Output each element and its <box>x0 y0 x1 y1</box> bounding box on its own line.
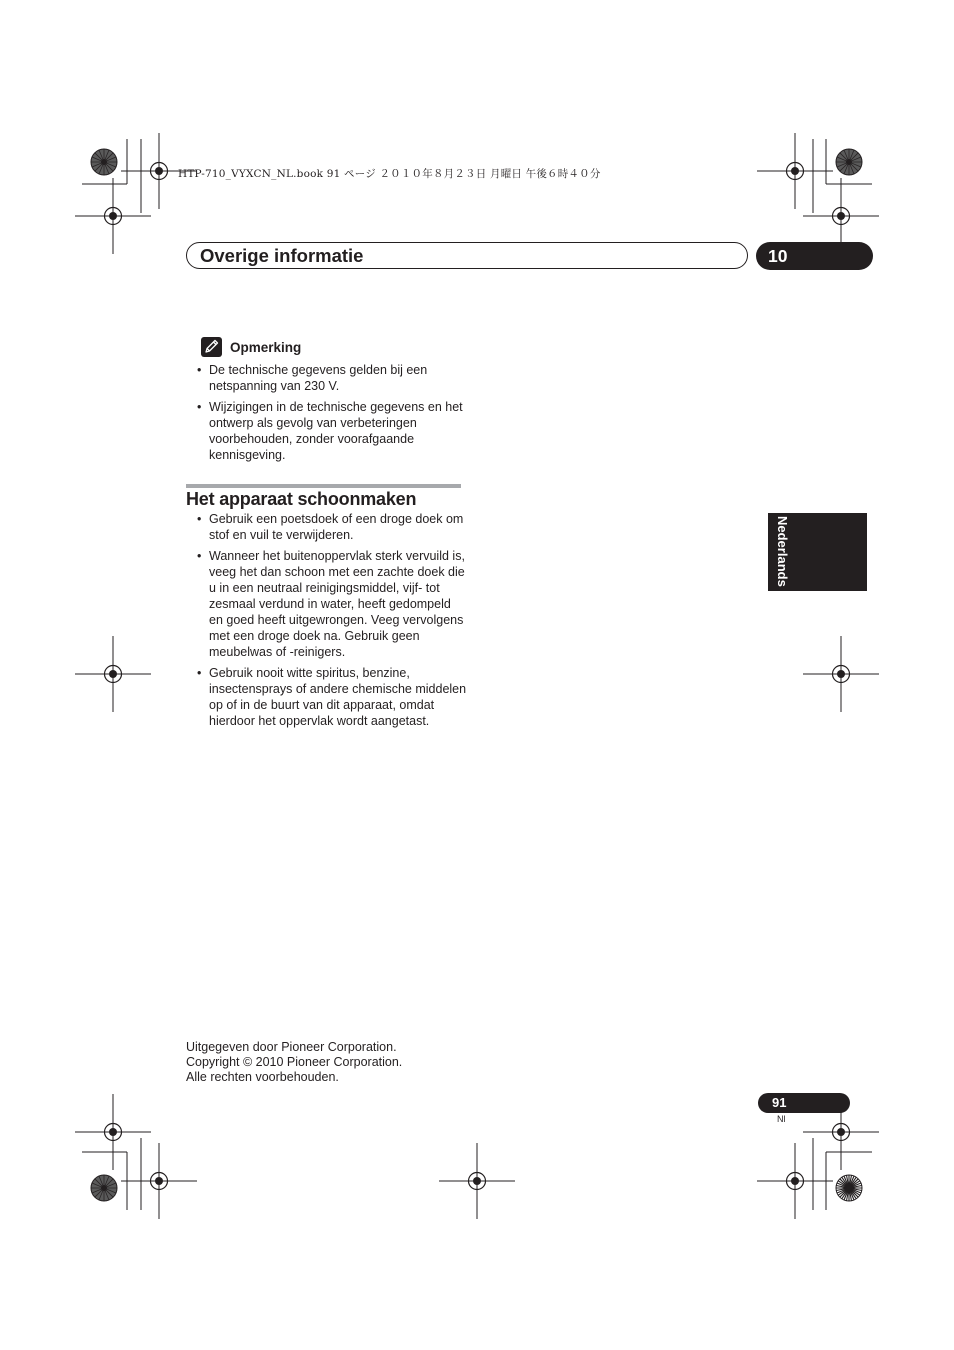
pencil-icon <box>201 337 222 357</box>
list-item: • Gebruik een poetsdoek of een droge doek om stof en vuil te verwijderen. <box>197 512 464 542</box>
page-language: Nl <box>777 1114 786 1124</box>
list-item: • Gebruik nooit witte spiritus, benzine, insectensprays of andere chemische middelen op of in de buurt van dit apparaat, omdat hierdoor het oppervlak wordt aangetast. <box>197 666 467 728</box>
publisher-line: Uitgegeven door Pioneer Corporation. <box>186 1040 397 1054</box>
cleaning-list <box>187 511 467 734</box>
file-header: HTP-710_VYXCN_NL.book 91 ページ ２０１０年８月２３日 月曜日 午後６時４０分 <box>178 168 601 180</box>
publisher-info <box>186 1040 402 1085</box>
chapter-number: 10 <box>756 242 873 270</box>
page-number: 91 <box>758 1093 850 1113</box>
rights-line: Alle rechten voorbehouden. <box>186 1070 339 1084</box>
note-list <box>187 362 467 468</box>
list-item: • Wijzigingen in de technische gegevens en het ontwerp als gevolg van verbeteringen voorbehouden, zonder voorafgaande kennisgeving. <box>197 400 463 462</box>
chapter-title: Overige informatie <box>200 245 364 266</box>
language-tab <box>768 513 867 591</box>
copyright-line: Copyright © 2010 Pioneer Corporation. <box>186 1055 403 1069</box>
section-title: Het apparaat schoonmaken <box>186 489 417 509</box>
language-tab-label: Nederlands <box>775 516 790 587</box>
list-item: • De technische gegevens gelden bij een netspanning van 230 V. <box>197 363 428 393</box>
list-item: • Wanneer het buitenoppervlak sterk vervuild is, veeg het dan schoon met een zachte doek die u in een neutraal reinigingsmiddel, vijf- tot zesmaal verdund in water, heeft gedompeld en goed heeft uitgewrongen. Veeg vervolgens met een droge doek na. Gebruik geen meubelwas of -reinigers. <box>197 549 465 659</box>
note-label: Opmerking <box>230 340 302 355</box>
